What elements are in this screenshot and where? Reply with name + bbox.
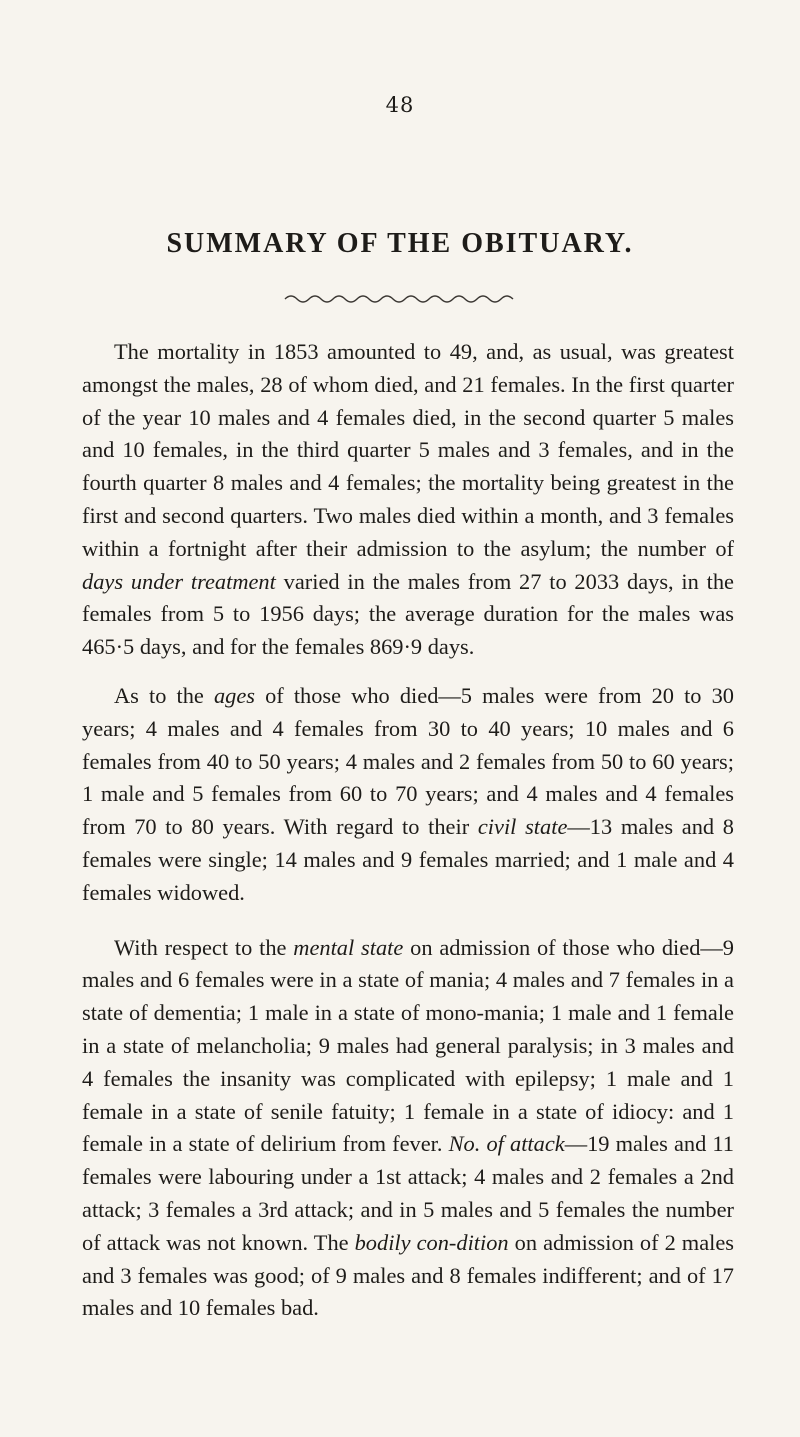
text-run: on admission of those who died—9 males and 6 females were in a state of mania; 4 males and 7 females in a state of dementia; 1 male in a state of mono-mania; 1 male and 1 female in a state of melancholia; 9 males had general paralysis; in 3 males and 4 females the insanity was complicated with epilepsy; 1 male and 1 female in a state of senile fatuity; 1 female in a state of idiocy: and 1 female in a state of delirium from fever. xyxy=(82,934,734,1157)
wavy-rule-ornament xyxy=(283,291,519,305)
italic-term-ages: ages xyxy=(213,682,255,708)
italic-term-civil-state: civil state xyxy=(477,814,568,840)
page-title: SUMMARY OF THE OBITUARY. xyxy=(166,228,634,259)
paragraph-mortality xyxy=(82,336,734,664)
text-run: —13 males and 8 females were single; 14 males and 9 females married; and 1 male and 4 females widowed. xyxy=(82,814,734,905)
text-run: As to the xyxy=(114,682,214,708)
text-run: The mortality in 1853 amounted to 49, and, as usual, was greatest amongst the males, 28 of whom died, and 21 females. In the first quarter of the year 10 males and 4 females died, in the second quarter 5 males and 10 females, in the third quarter 5 males and 3 females, and in the fourth quarter 8 males and 4 females; the mortality being greatest in the first and second quarters. Two males died within a month, and 3 females within a fortnight after their admission to the asylum; the number of xyxy=(82,339,734,561)
italic-term-days-under-treatment: days under treatment xyxy=(82,568,276,594)
wavy-rule-line xyxy=(285,296,513,302)
page-number: 48 xyxy=(385,93,415,117)
text-run: —19 males and 11 females were labouring under a 1st attack; 4 males and 2 females a 2nd attack; 3 females a 3rd attack; and in 5 males and 5 females the number of attack was not known. The xyxy=(82,1131,734,1255)
paragraph-mental-state xyxy=(82,932,734,1326)
paragraph-ages xyxy=(82,680,734,910)
italic-term-no-of-attack: No. of attack xyxy=(448,1131,565,1157)
text-run: varied in the males from 27 to 2033 days, in the females from 5 to 1956 days; the average duration for the males was 465·5 days, and for the females 869·9 days. xyxy=(82,568,734,660)
text-run: on admission of 2 males and 3 females was good; of 9 males and 8 females indifferent; and of 17 males and 10 females bad. xyxy=(82,1229,735,1321)
body-text xyxy=(82,336,734,1341)
italic-term-bodily-condition: bodily con-dition xyxy=(354,1229,509,1255)
text-run: of those who died—5 males were from 20 to 30 years; 4 males and 4 females from 30 to 40 years; 10 males and 6 females from 40 to 50 years; 4 males and 2 females from 50 to 60 years; 1 male and 5 females from 60 to 70 years; and 4 males and 4 females from 70 to 80 years. With regard to their xyxy=(82,682,734,840)
text-run: With respect to the xyxy=(114,934,294,960)
italic-term-mental-state: mental state xyxy=(293,934,404,960)
